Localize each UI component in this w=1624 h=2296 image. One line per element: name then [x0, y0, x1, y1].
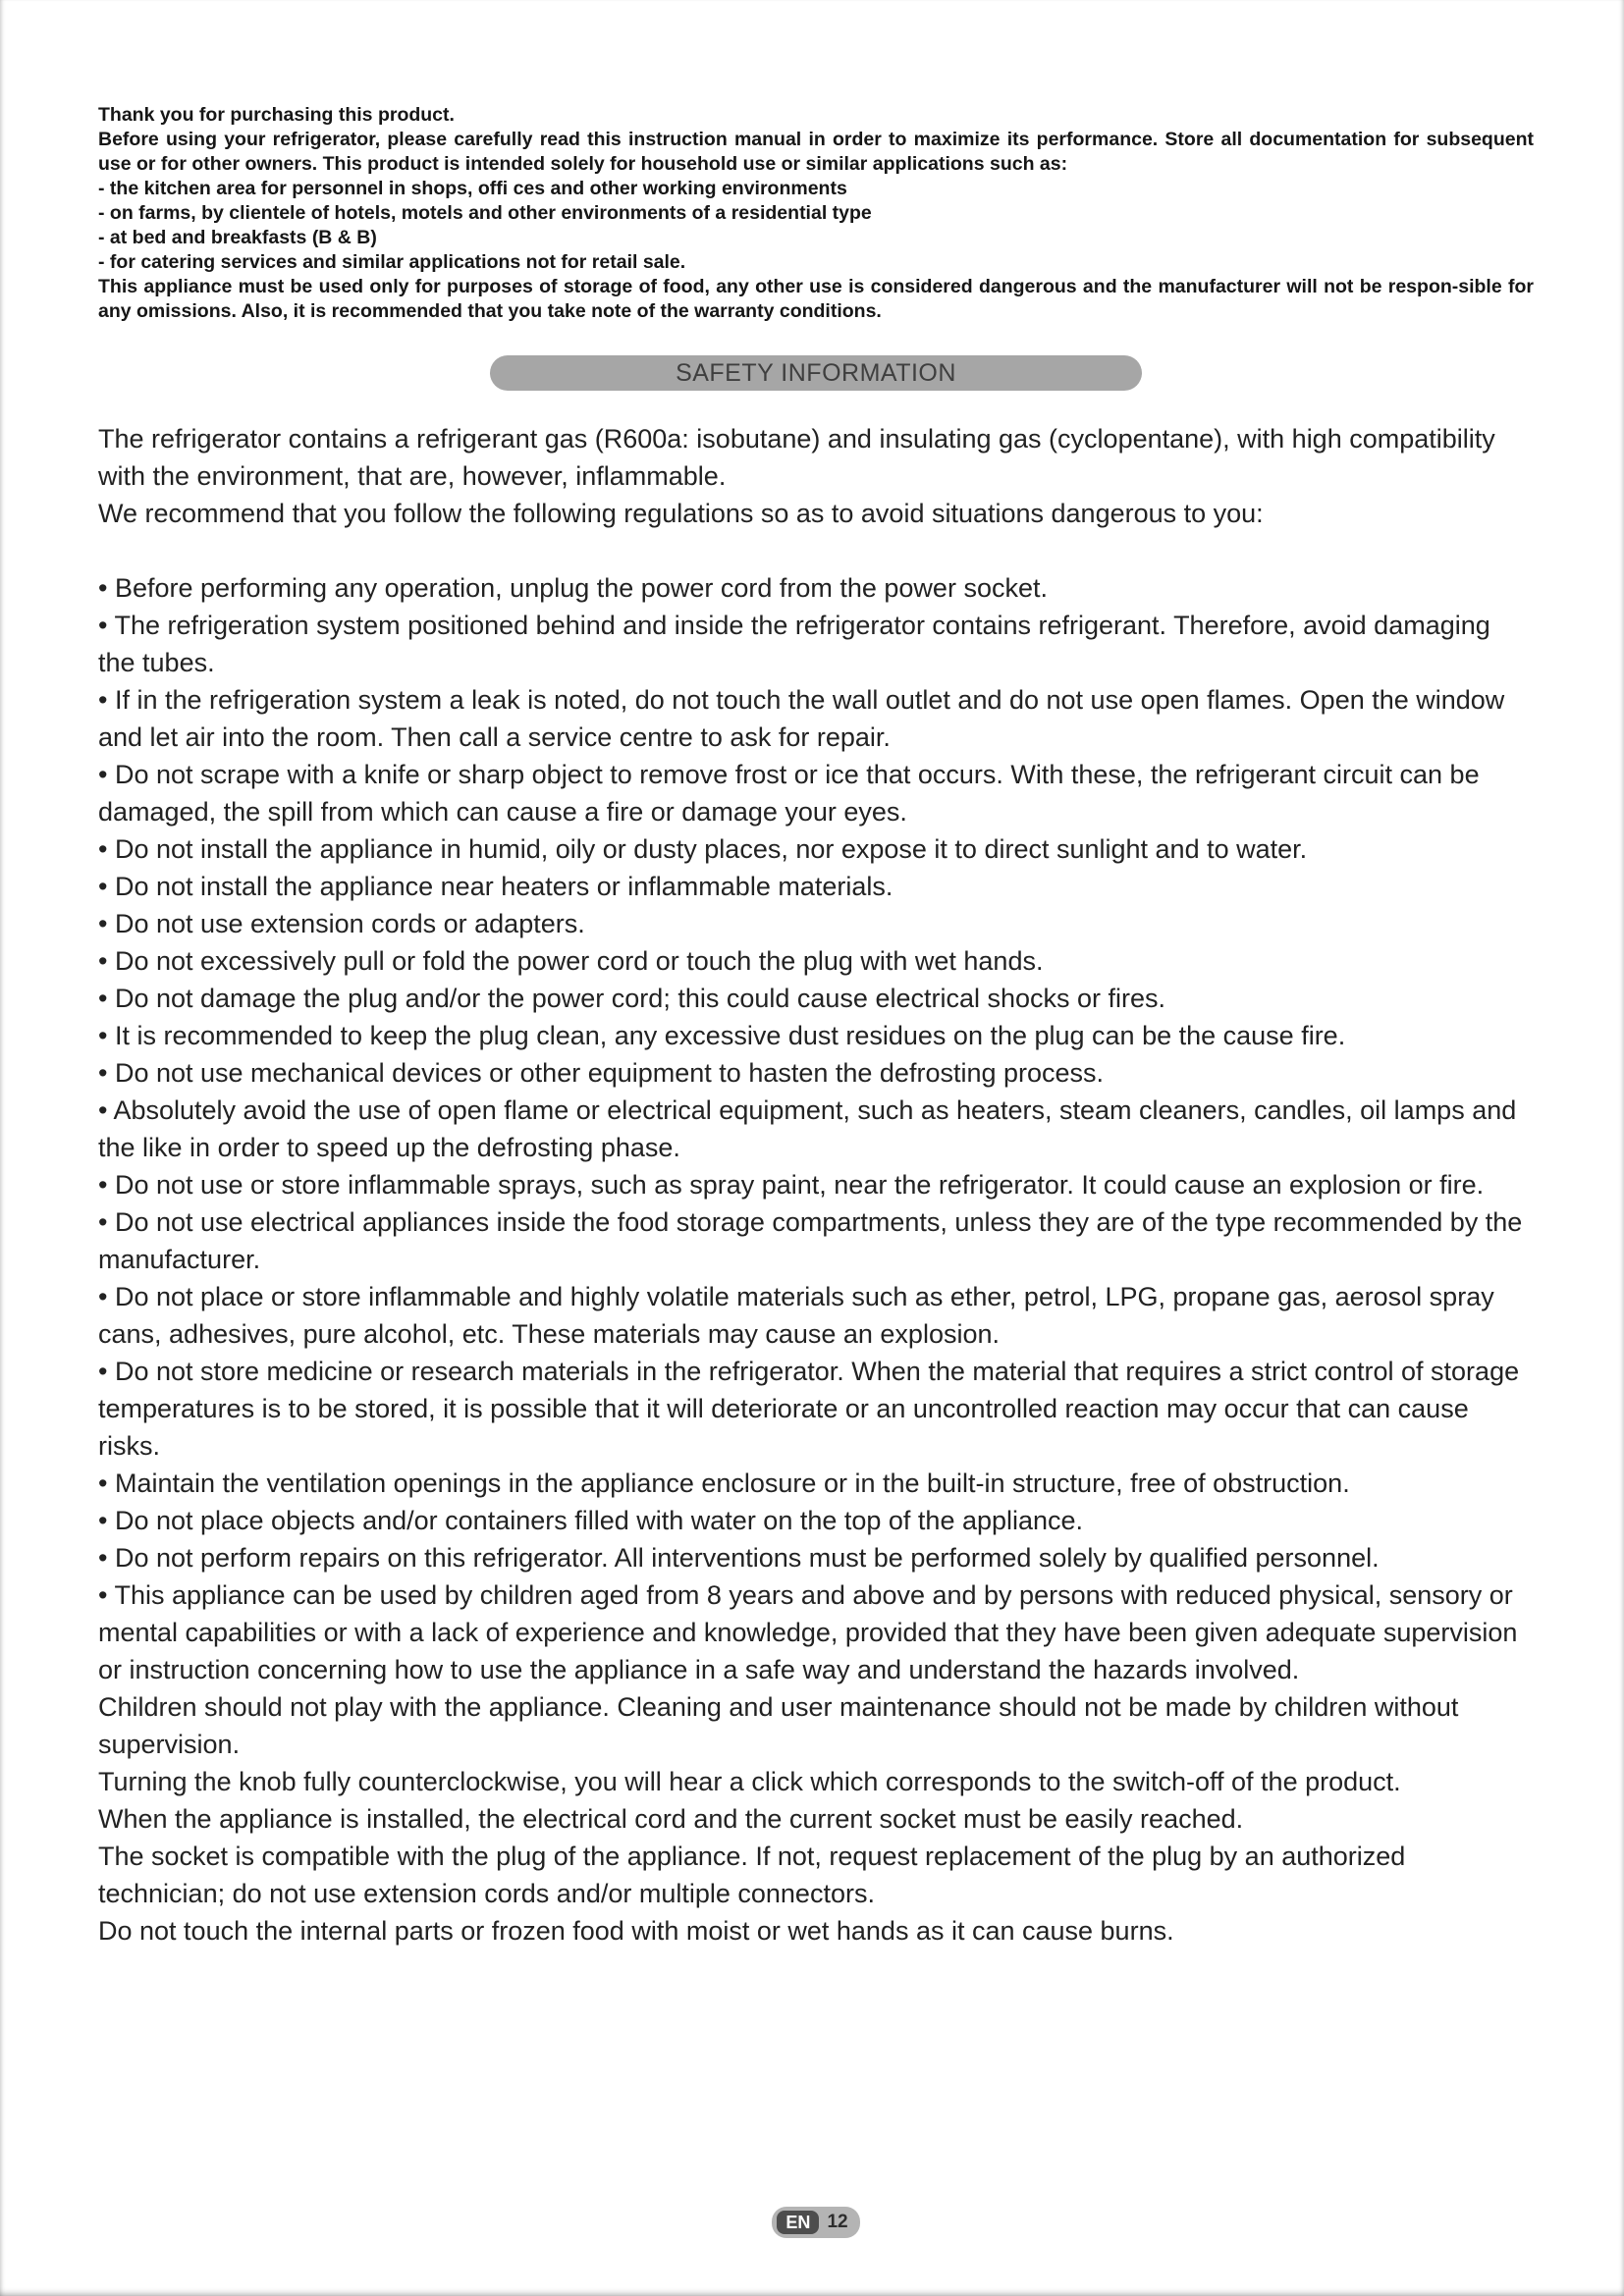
safety-information-title: SAFETY INFORMATION: [676, 358, 956, 387]
body-paragraph: • Do not install the appliance in humid, oily or dusty places, nor expose it to direct sunlight and to water.: [98, 834, 1308, 864]
language-label: EN: [777, 2211, 819, 2234]
body-paragraph: • Do not perform repairs on this refrigerator. All interventions must be performed solely by qualified personnel.: [98, 1543, 1380, 1573]
intro-paragraph: - on farms, by clientele of hotels, motels and other environments of a residential type: [98, 202, 872, 224]
body-paragraph: The refrigerator contains a refrigerant gas (R600a: isobutane) and insulating gas (cyclopentane), with high compatibility with the environment, that are, however, inflammable.: [98, 424, 1495, 491]
body-paragraph: The socket is compatible with the plug of the appliance. If not, request replacement of the plug by an authorized technician; do not use extension cords and/or multiple connectors.: [98, 1842, 1406, 1908]
intro-paragraph: - at bed and breakfasts (B & B): [98, 227, 377, 248]
intro-paragraph: Before using your refrigerator, please carefully read this instruction manual in order to maximize its performance. Store all documentation for subsequent use or for other owners. This product is intended solely for household use or similar applications such as:: [98, 129, 1534, 175]
intro-paragraph: Thank you for purchasing this product.: [98, 104, 455, 126]
body-paragraph: • Do not place objects and/or containers filled with water on the top of the appliance.: [98, 1506, 1084, 1535]
body-paragraph: • Do not store medicine or research materials in the refrigerator. When the material that requires a strict control of storage temperatures is to be stored, it is possible that it will deteriorate or an uncontrolled reaction may occur that can cause risks.: [98, 1357, 1520, 1461]
safety-information-header: [490, 355, 1142, 391]
body-paragraph: • Do not install the appliance near heaters or inflammable materials.: [98, 872, 893, 901]
body-paragraph: • This appliance can be used by children aged from 8 years and above and by persons with reduced physical, sensory or mental capabilities or with a lack of experience and knowledge, provided that they have been given adequate supervision or instruction concerning how to use the appliance in a safe way and understand the hazards involved.: [98, 1580, 1518, 1684]
body-paragraph: • Absolutely avoid the use of open flame or electrical equipment, such as heaters, steam cleaners, candles, oil lamps and the like in order to speed up the defrosting phase.: [98, 1095, 1517, 1162]
body-paragraph: Do not touch the internal parts or frozen food with moist or wet hands as it can cause burns.: [98, 1916, 1174, 1946]
body-paragraph: • The refrigeration system positioned behind and inside the refrigerator contains refrigerant. Therefore, avoid damaging the tubes.: [98, 611, 1490, 677]
body-paragraph: • Do not use mechanical devices or other equipment to hasten the defrosting process.: [98, 1058, 1105, 1088]
body-paragraph: Children should not play with the appliance. Cleaning and user maintenance should not be made by children without supervision.: [98, 1692, 1459, 1759]
safety-body-text: [98, 420, 1534, 1949]
intro-paragraph: This appliance must be used only for purposes of storage of food, any other use is considered dangerous and the manufacturer will not be respon-sible for any omissions. Also, it is recommended that you take note of the warranty conditions.: [98, 276, 1534, 322]
body-paragraph: We recommend that you follow the following regulations so as to avoid situations dangerous to you:: [98, 499, 1264, 528]
body-paragraph: • Do not use extension cords or adapters.: [98, 909, 585, 938]
intro-paragraph: - the kitchen area for personnel in shops, offi ces and other working environments: [98, 178, 847, 199]
body-paragraph: • Do not place or store inflammable and highly volatile materials such as ether, petrol, LPG, propane gas, aerosol spray cans, adhesives, pure alcohol, etc. These materials may cause an explosion.: [98, 1282, 1494, 1349]
body-paragraph: • If in the refrigeration system a leak is noted, do not touch the wall outlet and do not use open flames. Open the window and let air into the room. Then call a service centre to ask for repair.: [98, 685, 1505, 752]
body-paragraph: • Do not scrape with a knife or sharp object to remove frost or ice that occurs. With these, the refrigerant circuit can be damaged, the spill from which can cause a fire or damage your eyes.: [98, 760, 1480, 827]
body-paragraph: • Do not use or store inflammable sprays, such as spray paint, near the refrigerator. It could cause an explosion or fire.: [98, 1170, 1485, 1200]
intro-section: [98, 103, 1534, 324]
body-paragraph: • Do not excessively pull or fold the power cord or touch the plug with wet hands.: [98, 946, 1044, 976]
body-paragraph: Turning the knob fully counterclockwise, you will hear a click which corresponds to the switch-off of the product.: [98, 1767, 1401, 1796]
body-paragraph: • Do not use electrical appliances inside the food storage compartments, unless they are of the type recommended by the manufacturer.: [98, 1207, 1523, 1274]
body-paragraph: [98, 532, 1534, 569]
section-header-row: [98, 355, 1534, 391]
page-footer: [98, 2207, 1534, 2238]
body-paragraph: • Do not damage the plug and/or the power cord; this could cause electrical shocks or fires.: [98, 984, 1166, 1013]
intro-paragraph: - for catering services and similar applications not for retail sale.: [98, 251, 686, 273]
body-paragraph: • It is recommended to keep the plug clean, any excessive dust residues on the plug can be the cause fire.: [98, 1021, 1346, 1050]
body-paragraph: • Maintain the ventilation openings in the appliance enclosure or in the built-in structure, free of obstruction.: [98, 1468, 1350, 1498]
page-number-badge: [772, 2207, 859, 2238]
body-paragraph: When the appliance is installed, the electrical cord and the current socket must be easily reached.: [98, 1804, 1244, 1834]
body-paragraph: • Before performing any operation, unplug the power cord from the power socket.: [98, 573, 1048, 603]
page-number: 12: [827, 2212, 848, 2232]
